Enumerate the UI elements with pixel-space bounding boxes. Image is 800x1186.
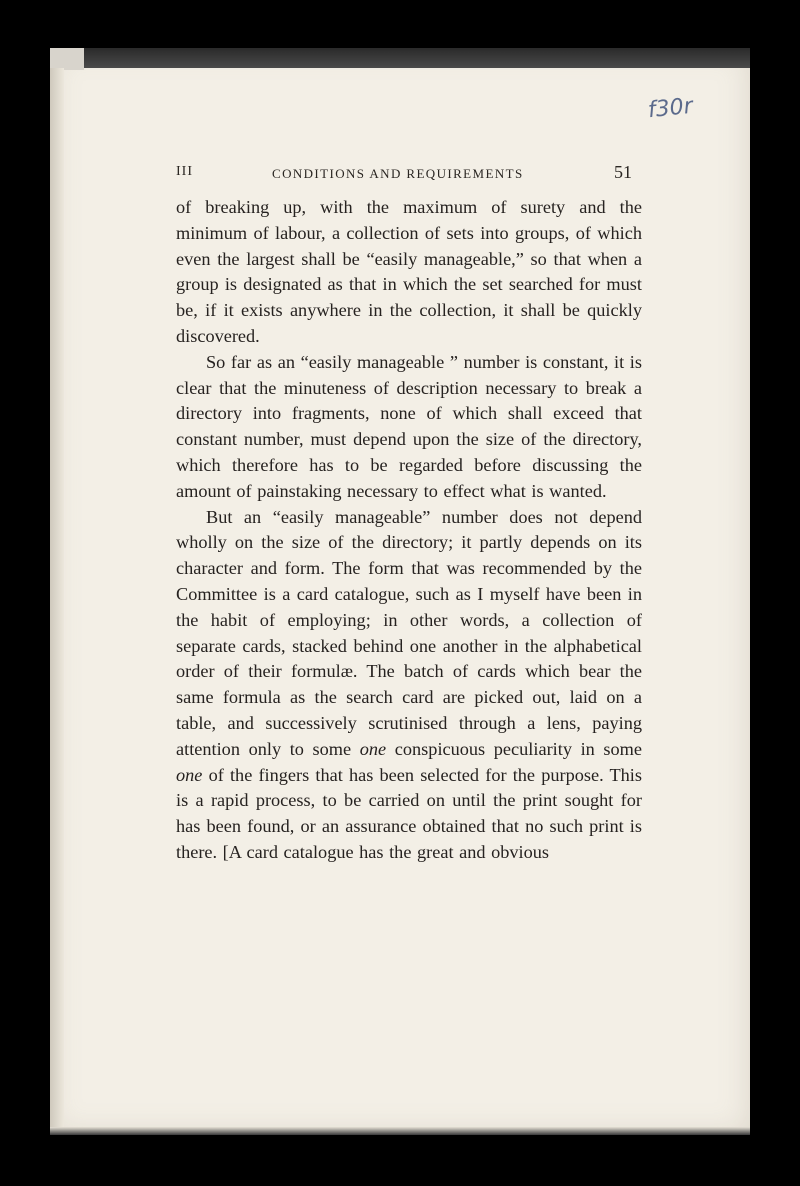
binding-tab	[50, 48, 84, 70]
page-number: 51	[614, 162, 632, 182]
paragraph-text: conspicuous peculiarity in some	[386, 738, 643, 759]
italic-text: one	[176, 764, 203, 785]
running-head	[176, 162, 632, 186]
running-title: CONDITIONS AND REQUIREMENTS	[272, 166, 524, 181]
paragraph-text: of the fingers that has been selected for the purpose. This is a rapid process, to be carried on until the print sought for has been found, or an assurance obtained that no such print is there. [A card catalogue has the great and obvious	[176, 764, 642, 862]
handwritten-annotation: f30r	[646, 93, 694, 124]
paragraph-text: But an “easily manageable” number does not depend wholly on the size of the directory; it partly depends on its character and form. The form that was recommended by the Committee is a card catalogue, such as I myself have been in the habit of employing; in other words, a collection of separate cards, stacked behind one another in the alphabetical order of their formulæ. The batch of cards which bear the same formula as the search card are picked out, laid on a table, and successively scrutinised through a lens, paying attention only to some	[176, 506, 642, 759]
paragraph-text: of breaking up, with the maximum of surety and the minimum of labour, a collection of sets into groups, of which even the largest shall be “easily manageable,” so that when a group is designated as that in which the set searched for must be, if it exists anywhere in the collection, it shall be quickly discovered.	[176, 197, 642, 346]
page-gutter	[50, 68, 64, 1128]
paragraph	[176, 350, 642, 505]
paragraph-text: So far as an “easily manageable ” number is constant, it is clear that the minuteness of description necessary to break a directory into fragments, none of which shall exceed that constant number, must depend upon the size of the directory, which therefore has to be regarded before discussing the amount of painstaking necessary to effect what is wanted.	[176, 351, 642, 501]
page-bottom-edge	[50, 1127, 750, 1135]
body-text	[176, 195, 642, 866]
page-top-edge	[50, 48, 750, 68]
chapter-number: III	[176, 164, 193, 179]
italic-text: one	[359, 738, 387, 759]
paragraph	[176, 505, 642, 866]
paragraph	[176, 195, 642, 350]
